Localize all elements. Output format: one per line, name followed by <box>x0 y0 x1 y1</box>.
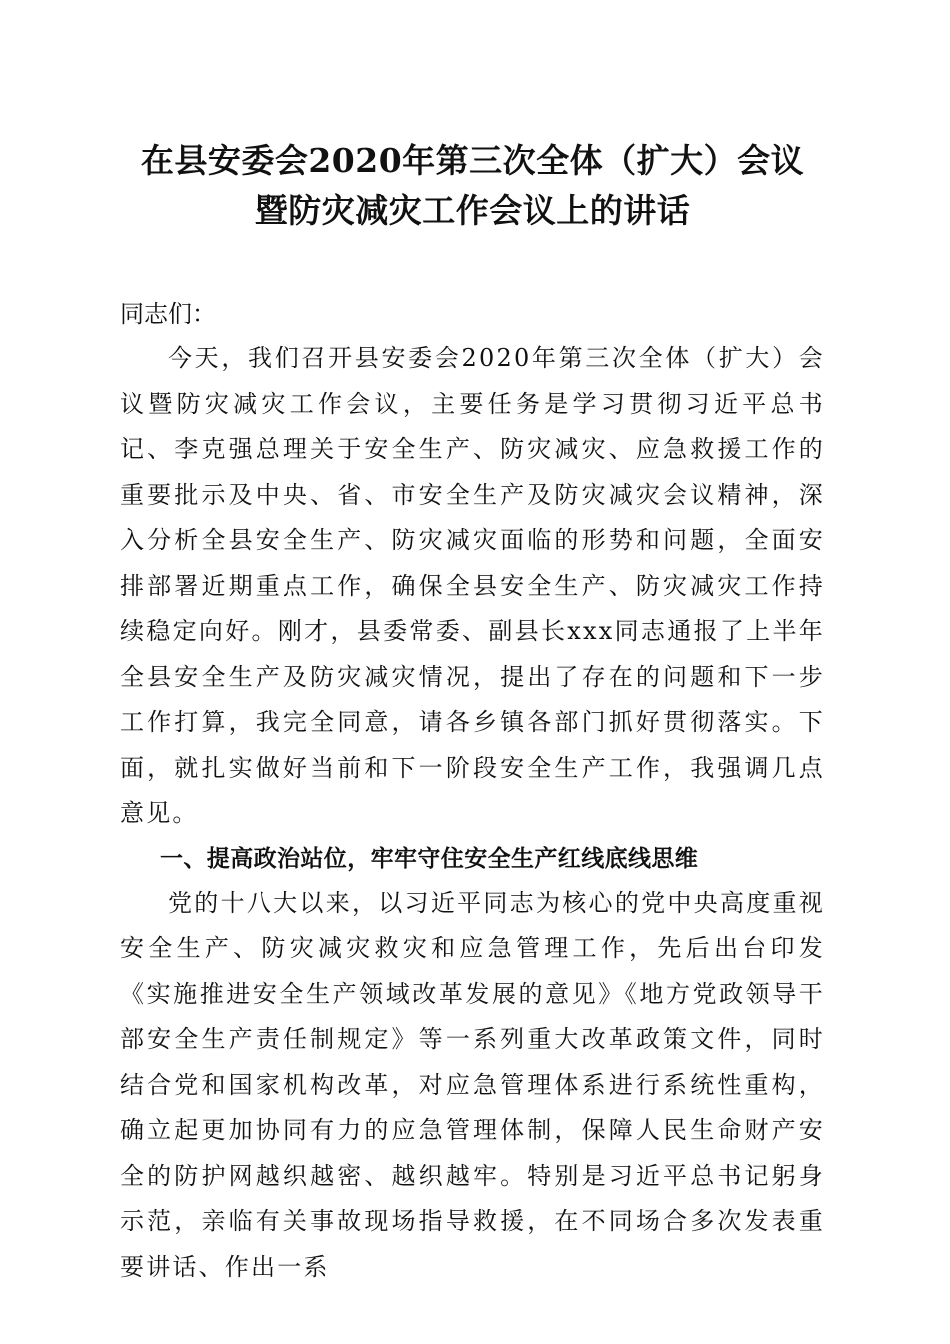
title-line-1: 在县安委会2020年第三次全体（扩大）会议 <box>140 141 805 180</box>
salutation: 同志们： <box>120 300 216 328</box>
section-heading-1: 一、提高政治站位，牢牢守住安全生产红线底线思维 <box>160 845 699 872</box>
title-line-2: 暨防灾减灾工作会议上的讲话 <box>254 191 691 230</box>
paragraph-section-1: 党的十八大以来，以习近平同志为核心的党中央高度重视安全生产、防灾减灾救灾和应急管理工作，先后出台印发《实施推进安全生产领域改革发展的意见》《地方党政领导干部安全生产责任制规定》等一系列重大改革政策文件，同时结合党和国家机构改革，对应急管理体系进行系统性重构，确立起更加协同有力的应急管理体制，保障人民生命财产安全的防护网越织越密、越织越牢。特别是习近平总书记躬身示范，亲临有关事故现场指导救援，在不同场合多次发表重要讲话、作出一系 <box>120 888 825 1281</box>
document-page <box>120 0 825 1290</box>
paragraph-intro: 今天，我们召开县安委会2020年第三次全体（扩大）会议暨防灾减灾工作会议，主要任务是学习贯彻习近平总书记、李克强总理关于安全生产、防灾减灾、应急救援工作的重要批示及中央、省、市安全生产及防灾减灾会议精神，深入分析全县安全生产、防灾减灾面临的形势和问题，全面安排部署近期重点工作，确保全县安全生产、防灾减灾工作持续稳定向好。刚才，县委常委、副县长xxx同志通报了上半年全县安全生产及防灾减灾情况，提出了存在的问题和下一步工作打算，我完全同意，请各乡镇各部门抓好贯彻落实。下面，就扎实做好当前和下一阶段安全生产工作，我强调几点意见。 <box>120 344 825 827</box>
document-title <box>120 0 825 236</box>
